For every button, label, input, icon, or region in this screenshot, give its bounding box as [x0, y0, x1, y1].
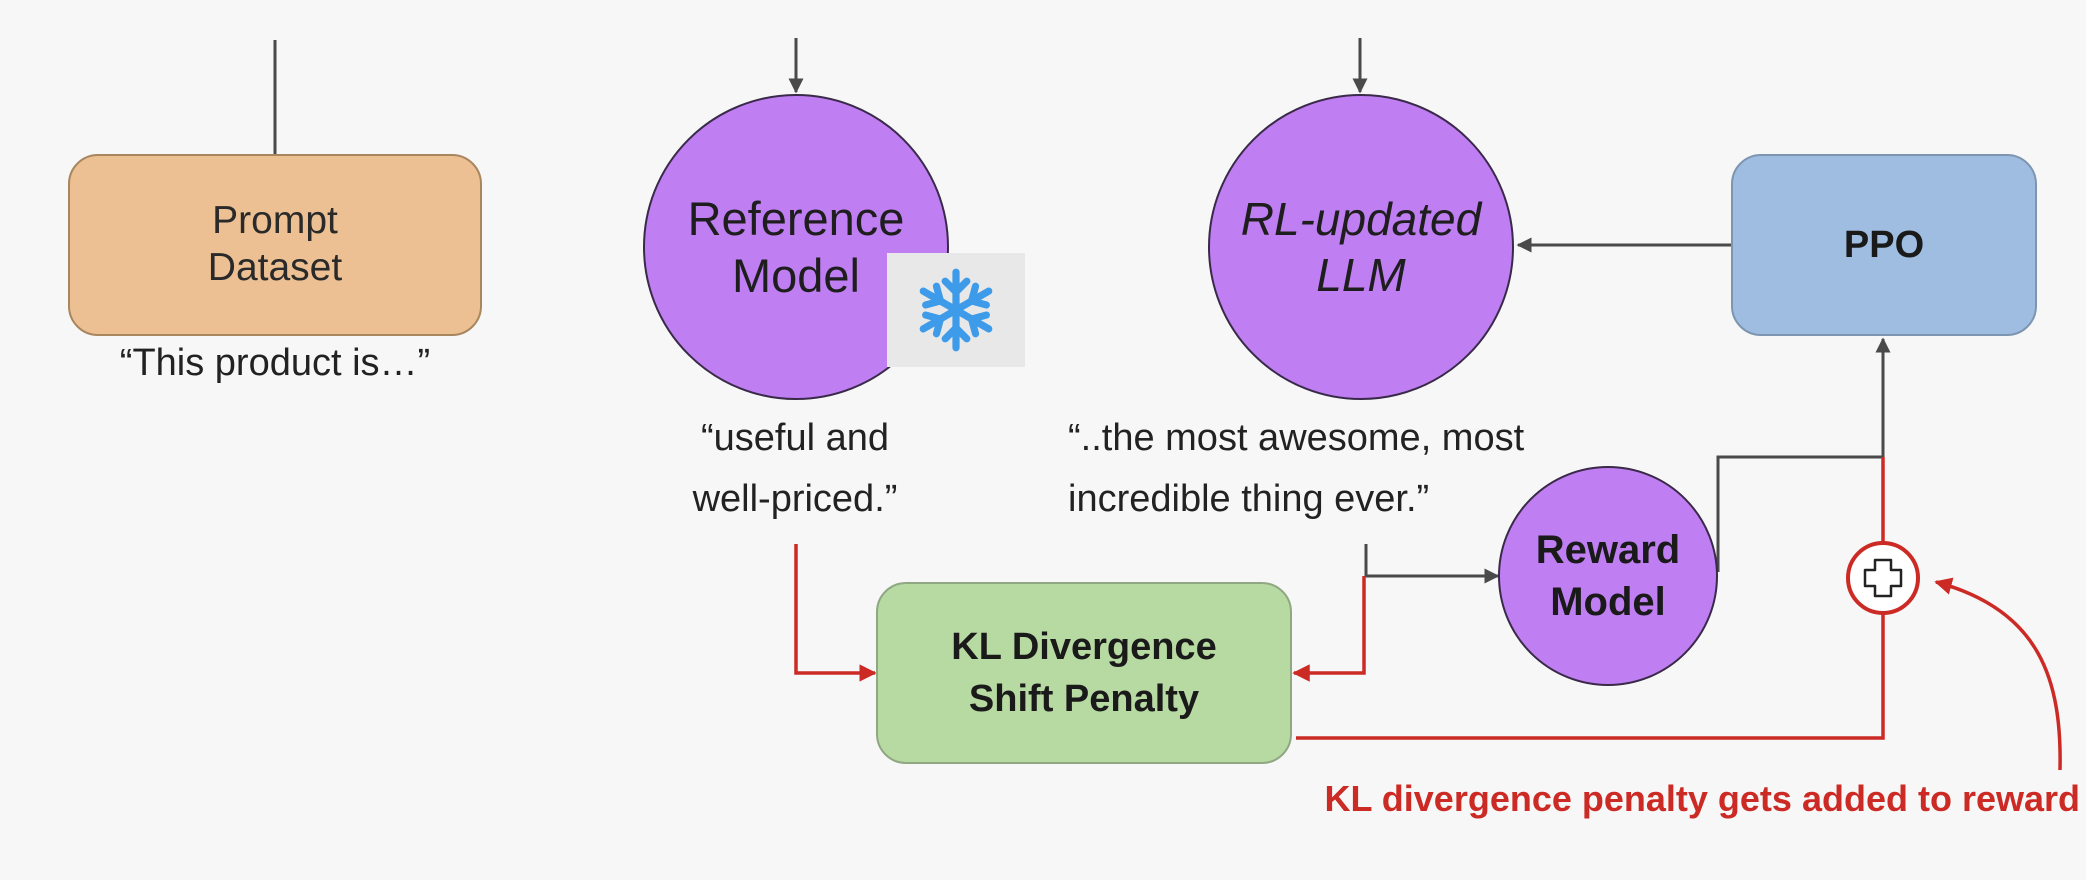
reference-model-label: Reference Model — [687, 191, 905, 302]
plus-icon — [1848, 543, 1918, 613]
prompt-caption: “This product is…” — [119, 342, 431, 384]
rl-caption: “..the most awesome, most incredible thing ever.” — [1068, 417, 1525, 520]
snowflake-icon — [887, 253, 1025, 367]
kl-annotation: KL divergence penalty gets added to reward — [1324, 778, 2080, 819]
kl-penalty-box — [876, 582, 1292, 764]
prompt-dataset-label: Prompt Dataset — [207, 199, 343, 289]
llm-to-kl-arrow — [1294, 576, 1364, 673]
annotation-arrow — [1936, 582, 2060, 770]
reward-model-label: Reward Model — [1535, 528, 1681, 624]
reference-to-kl-arrow — [796, 544, 875, 673]
reference-caption: “useful and well-priced.” — [692, 417, 898, 520]
ppo-box — [1731, 154, 2037, 336]
llm-to-reward-arrow — [1366, 544, 1498, 576]
kl-penalty-label: KL Divergence Shift Penalty — [951, 625, 1217, 720]
prompt-dataset-box — [68, 154, 482, 336]
rl-updated-llm-label: RL-updated LLM — [1240, 192, 1482, 301]
ppo-label: PPO — [1843, 223, 1925, 266]
rl-updated-llm-circle — [1208, 94, 1514, 400]
reward-model-circle — [1498, 466, 1718, 686]
